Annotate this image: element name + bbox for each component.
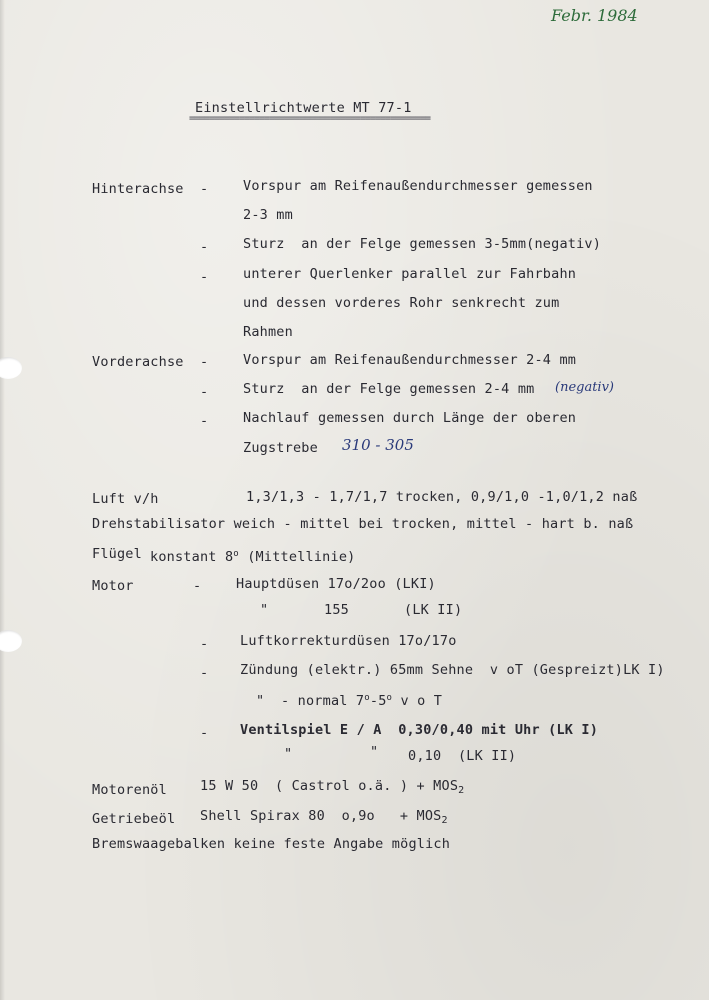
motoroel-label: Motorenöl — [92, 782, 167, 798]
motor-line-4: Zündung (elektr.) 65mm Sehne v oT (Gespreizt)LK I) — [240, 662, 665, 678]
motor-line-2-lk: (LK II) — [404, 602, 463, 618]
vorderachse-handwritten-negativ: (negativ) — [555, 380, 615, 395]
getriebeoel-line: Shell Spirax 80 $o,9o + MOS_2$ — [200, 808, 448, 826]
hinterachse-label: Hinterachse — [92, 181, 184, 197]
getriebeoel-label: Getriebeöl — [92, 811, 176, 827]
motor-dash-2: - — [200, 636, 209, 652]
hinterachse-line-4: unterer Querlenker parallel zur Fahrbahn — [243, 266, 577, 282]
hinterachse-dash-2: - — [200, 239, 209, 255]
motor-line-2-value: 155 — [324, 602, 349, 618]
vorderachse-dash-1: - — [200, 354, 209, 370]
hinterachse-line-5: und dessen vorderes Rohr senkrecht zum — [243, 295, 560, 311]
luft-label: Luft v/h — [92, 491, 159, 507]
motor-line-7-ditto-2: " — [370, 744, 379, 760]
hinterachse-dash-3: - — [200, 269, 209, 285]
motor-dash-4: - — [200, 725, 209, 741]
vorderachse-dash-3: - — [200, 413, 209, 429]
hinterachse-line-6: Rahmen — [243, 324, 293, 340]
hinterachse-line-3: Sturz an der Felge gemessen 3-5mm(negativ) — [243, 236, 602, 252]
vorderachse-line-3: Nachlauf gemessen durch Länge der oberen — [243, 410, 577, 426]
vorderachse-dash-2: - — [200, 384, 209, 400]
vorderachse-line-2: Sturz an der Felge gemessen 2-4 mm — [243, 381, 535, 397]
hinterachse-line-2: 2-3 mm — [243, 207, 293, 223]
motor-dash-1: - — [193, 578, 202, 594]
title-underline: ================================================ — [189, 113, 430, 124]
punch-hole-bottom — [0, 630, 22, 652]
motor-line-7-ditto-1: " — [284, 746, 293, 762]
document-title: Einstellrichtwerte MT 77-1 — [195, 100, 412, 116]
drehstabilisator-line: Drehstabilisator weich - mittel bei trocken, mittel - hart b. naß — [92, 516, 634, 532]
bremswaage-line: Bremswaagebalken keine feste Angabe möglich — [92, 836, 451, 852]
vorderachse-line-4: Zugstrebe — [243, 440, 318, 456]
vorderachse-line-1: Vorspur am Reifenaußendurchmesser 2-4 mm — [243, 352, 577, 368]
motor-dash-3: - — [200, 665, 209, 681]
motor-line-6: Ventilspiel E / A 0,30/0,40 mit Uhr (LK I) — [240, 722, 599, 738]
fluegel-line: konstant 8$^o$ (Mittellinie) — [150, 549, 356, 565]
hinterachse-line-1: Vorspur am Reifenaußendurchmesser gemessen — [243, 178, 593, 194]
motor-line-5: " - normal 7$^o$-5$^o$ v o T — [256, 693, 443, 709]
luft-values: 1,3/1,3 - 1,7/1,7 trocken, 0,9/1,0 -1,0/1,2 naß — [246, 489, 638, 505]
motor-label: Motor — [92, 578, 134, 594]
handwritten-date: Febr. 1984 — [551, 6, 638, 25]
motor-line-2-ditto: " — [260, 602, 269, 618]
hinterachse-dash-1: - — [200, 181, 209, 197]
vorderachse-handwritten-length: 310 - 305 — [342, 436, 414, 454]
motor-line-7-value: 0,10 (LK II) — [408, 748, 517, 764]
punch-hole-top — [0, 357, 22, 379]
motor-line-3: Luftkorrekturdüsen 17o/17o — [240, 633, 457, 649]
page-edge-shadow — [0, 0, 5, 1000]
fluegel-label: Flügel — [92, 546, 142, 562]
motor-line-1: Hauptdüsen 17o/2oo (LKI) — [236, 576, 436, 592]
vorderachse-label: Vorderachse — [92, 354, 184, 370]
motoroel-line: 15 W 50 ( Castrol o.ä. ) + $MOS_2$ — [200, 778, 465, 796]
